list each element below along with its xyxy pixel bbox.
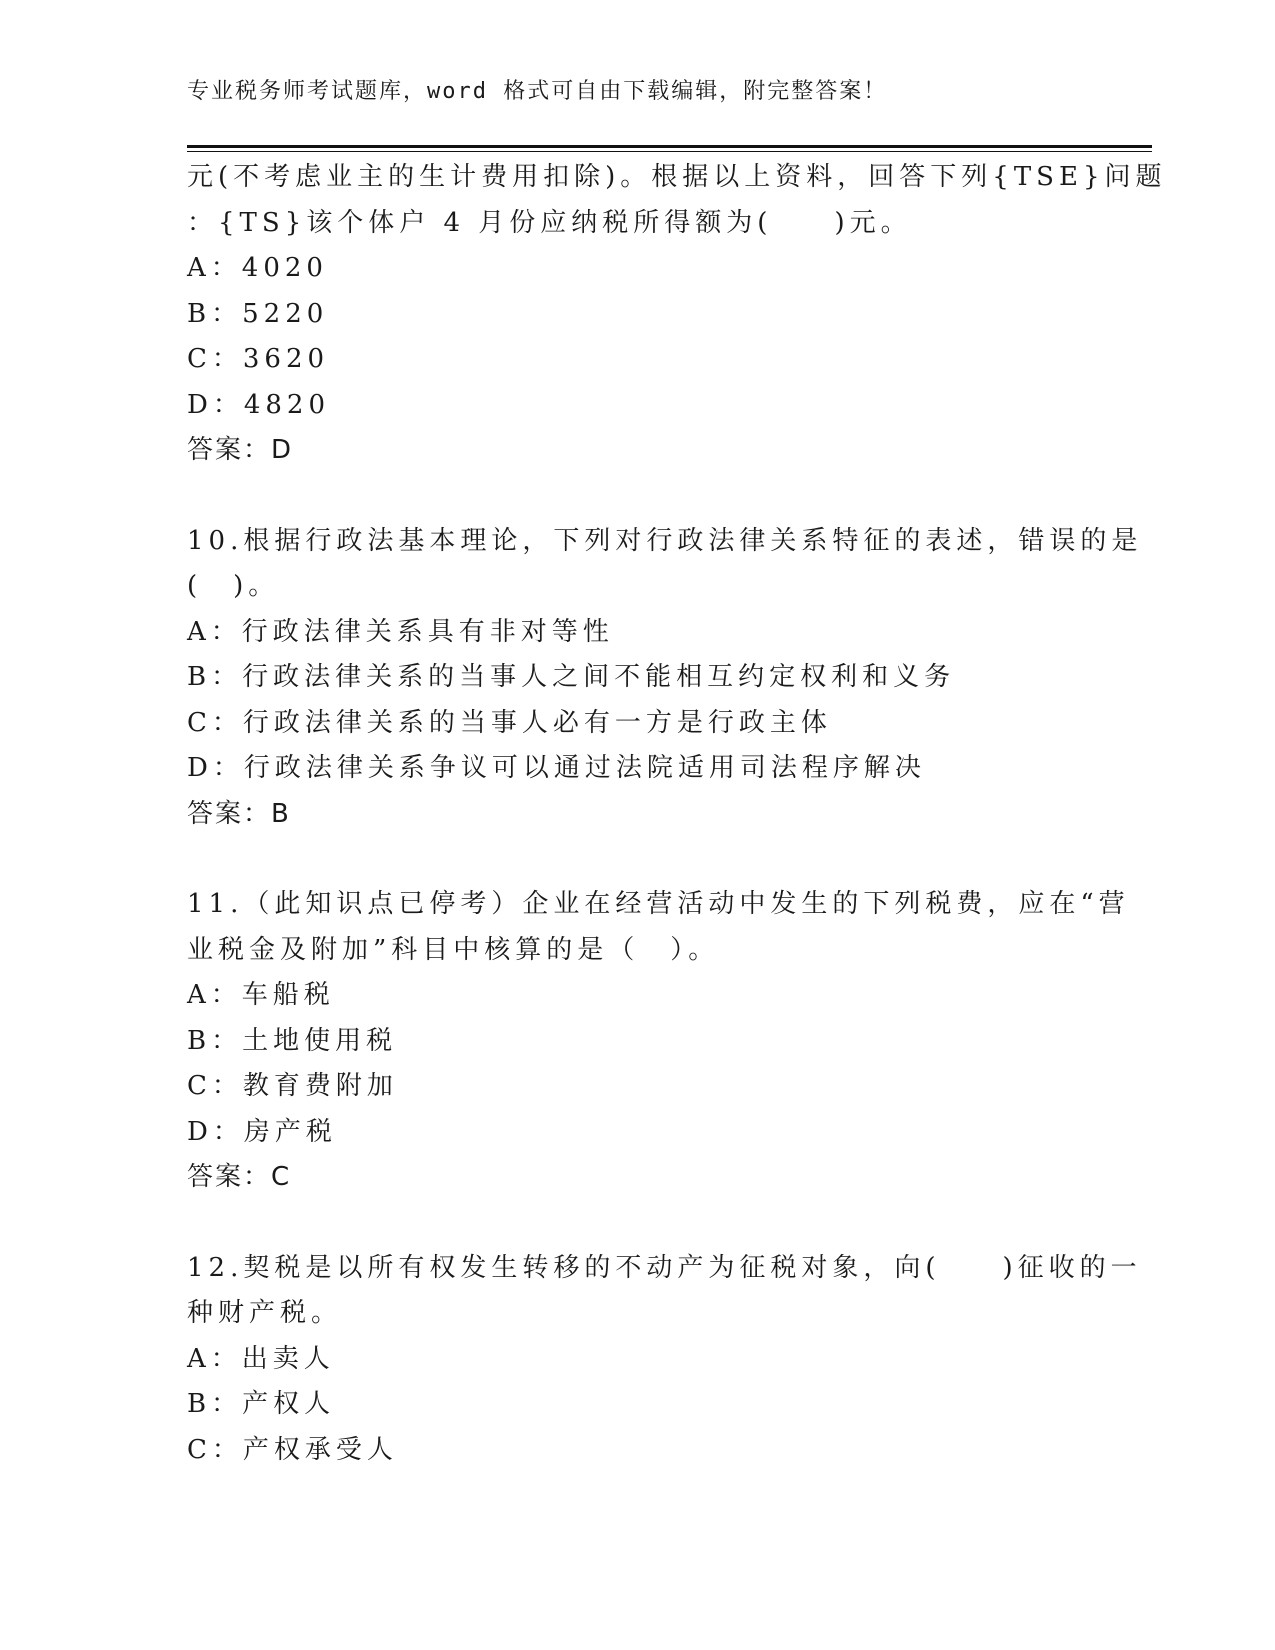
- question-12: [187, 1246, 1142, 1474]
- question-11: [187, 882, 1130, 1201]
- answer-text: 答案：B: [187, 798, 291, 829]
- question-text-line: 种财产税。: [187, 1298, 343, 1328]
- page-header-text: 专业税务师考试题库，word 格式可自由下载编辑，附完整答案！: [187, 79, 888, 104]
- option-b: B：行政法律关系的当事人之间不能相互约定权利和义务: [187, 662, 956, 692]
- question-text-line: 10.根据行政法基本理论，下列对行政法律关系特征的表述，错误的是: [187, 525, 1143, 556]
- question-text-line: 11.（此知识点已停考）企业在经营活动中发生的下列税费，应在“营: [187, 889, 1130, 919]
- option-d: D：房产税: [187, 1116, 337, 1147]
- option-b: B：5220: [187, 298, 329, 329]
- option-a: A：4020: [187, 253, 328, 283]
- option-a: A：行政法律关系具有非对等性: [187, 616, 614, 647]
- answer-text: 答案：C: [187, 1162, 292, 1192]
- option-a: A：出卖人: [187, 1343, 335, 1374]
- option-c: C：产权承受人: [187, 1434, 398, 1465]
- option-a: A：车船税: [187, 980, 335, 1010]
- option-b: B：土地使用税: [187, 1025, 398, 1056]
- option-d: D：行政法律关系争议可以通过法院适用司法程序解决: [187, 753, 926, 783]
- option-d: D：4820: [187, 389, 331, 420]
- header-rule-thin: [187, 151, 1152, 152]
- question-text-line: ：{TS}该个体户 4 月份应纳税所得额为( )元。: [187, 207, 912, 238]
- question-9: [187, 155, 1167, 474]
- header-rule-thick: [187, 145, 1152, 148]
- question-text-line: 12.契税是以所有权发生转移的不动产为征税对象，向( )征收的一: [187, 1252, 1142, 1283]
- option-b: B：产权人: [187, 1389, 336, 1419]
- question-text-line: 元(不考虑业主的生计费用扣除)。根据以上资料，回答下列{TSE}问题: [187, 162, 1167, 192]
- question-10: [187, 519, 1143, 838]
- question-content: [187, 155, 1167, 1473]
- option-c: C：行政法律关系的当事人必有一方是行政主体: [187, 707, 832, 738]
- option-c: C：3620: [187, 344, 330, 374]
- question-text-line: ( )。: [187, 571, 280, 601]
- option-c: C：教育费附加: [187, 1071, 398, 1101]
- answer-text: 答案：D: [187, 435, 294, 465]
- question-text-line: 业税金及附加”科目中核算的是（ ）。: [187, 934, 720, 965]
